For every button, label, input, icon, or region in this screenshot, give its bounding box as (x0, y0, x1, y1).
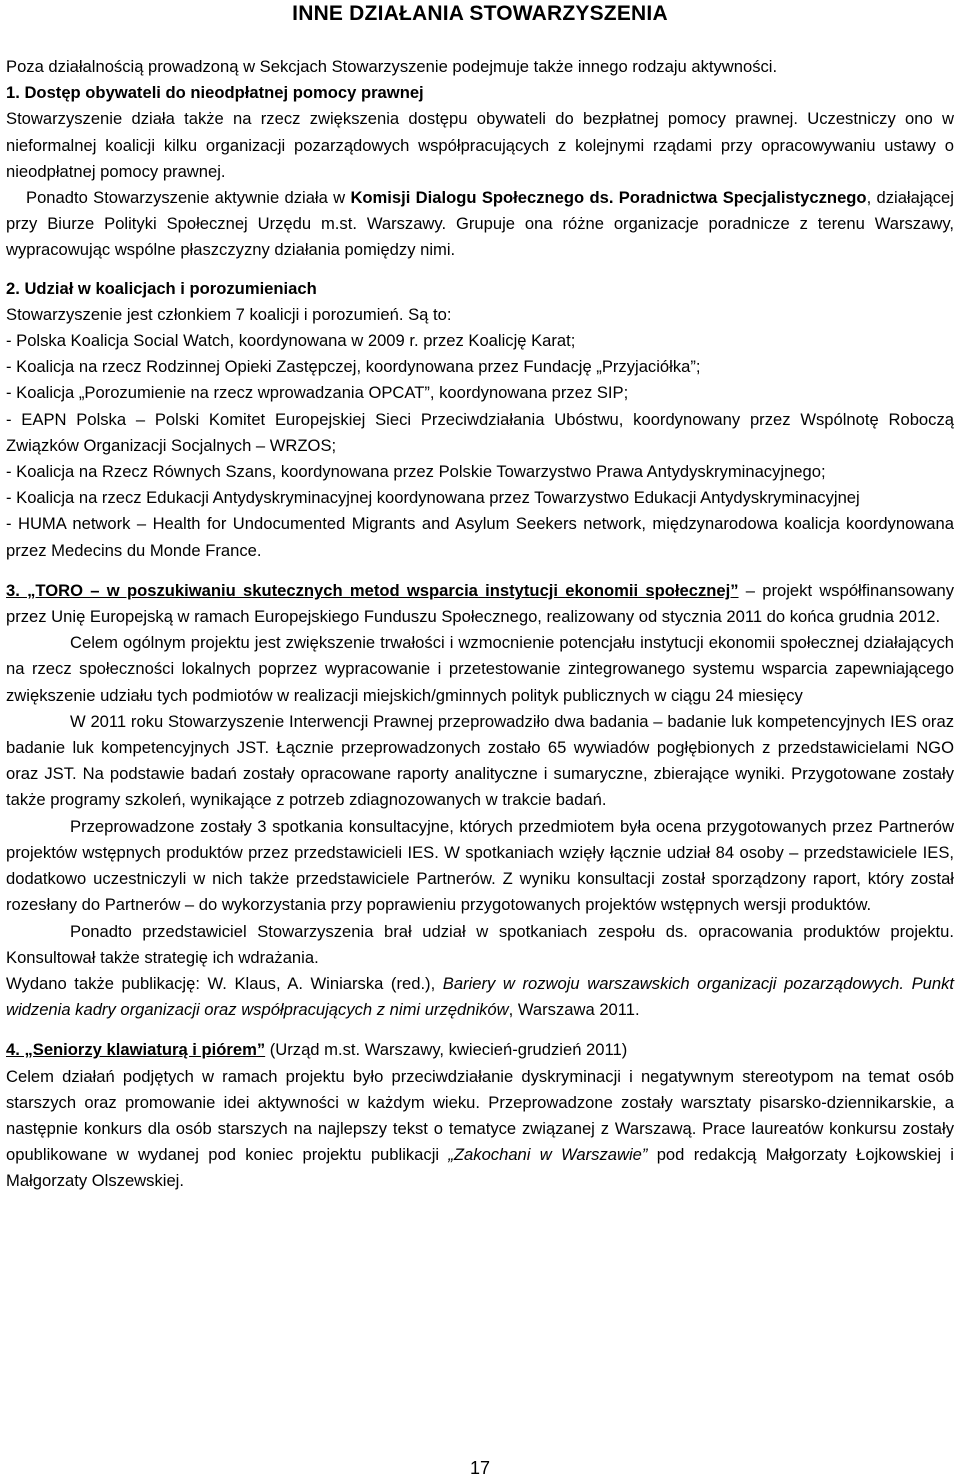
publication-title-seniors: „Zakochani w Warszawie” (448, 1145, 648, 1165)
publication-place-year: , Warszawa 2011. (508, 1000, 640, 1020)
commission-name: Komisji Dialogu Społecznego ds. Poradnictwa Specjalistycznego (350, 188, 867, 208)
coalition-item: - EAPN Polska – Polski Komitet Europejskiej Sieci Przeciwdziałania Ubóstwu, koordynowany przez Wspólnotę Roboczą Związków Organizacji Socjalnych – WRZOS; (6, 409, 954, 455)
section-3-title-rest: – projekt współfinansowany przez Unię Europejską w ramach Europejskiego Funduszu Społecznego, realizowany od stycznia 2011 do końca grudnia 2012. (6, 580, 954, 627)
section-3-heading (6, 578, 954, 630)
coalition-item: - HUMA network – Health for Undocumented Migrants and Asylum Seekers network, międzynarodowa koalicja koordynowana przez Medecins du Monde France. (6, 514, 954, 560)
section-4-title-rest: (Urząd m.st. Warszawy, kwiecień-grudzień 2011) (265, 1040, 628, 1060)
section-3-title: 3. „TORO – w poszukiwaniu skutecznych metod wsparcia instytucji ekonomii społecznej” (6, 580, 739, 600)
section-3-paragraph-4: Ponadto przedstawiciel Stowarzyszenia brał udział w spotkaniach zespołu ds. opracowania produktów projektu. Konsultował także strategię ich wdrażania. (6, 921, 954, 967)
page-title: INNE DZIAŁANIA STOWARZYSZENIA (292, 2, 668, 25)
section-1-p2-text-c: , działającej przy Biurze Polityki Społecznej Urzędu m.st. Warszawy. Grupuje ona różne organizacje poradnicze z terenu Warszawy, wypracowując wspólne płaszczyzny działania pomiędzy nimi. (6, 188, 954, 260)
section-1-p2-text-a: Ponadto Stowarzyszenie aktywnie działa w (26, 188, 351, 208)
page-number: 17 (469, 1458, 491, 1478)
section-1-paragraph-1: Stowarzyszenie działa także na rzecz zwiększenia dostępu obywateli do bezpłatnej pomocy prawnej. Uczestniczy ono w nieformalnej koalicji kilku organizacji pozarządowych współpracujących z kolejnymi rządami przy opracowywaniu ustawy o nieodpłatnej pomocy prawnej. (6, 109, 954, 181)
section-3-paragraph-2: W 2011 roku Stowarzyszenie Interwencji Prawnej przeprowadziło dwa badania – badanie luk kompetencyjnych IES oraz badanie luk kompetencyjnych JST. Łącznie przeprowadzonych zostało 65 wywiadów pogłębionych z przedstawicielami NGO oraz JST. Na podstawie badań zostały opracowane raporty analityczne i sumaryczne, zbierające wyniki. Przygotowane zostały także programy szkoleń, wynikające z potrzeb zdiagnozowanych w trakcie badań. (6, 711, 954, 810)
coalition-item: - Koalicja na rzecz Rodzinnej Opieki Zastępczej, koordynowana przez Fundację „Przyjaciółka”; (6, 357, 701, 377)
section-3-paragraph-3: Przeprowadzone zostały 3 spotkania konsultacyjne, których przedmiotem była ocena przygotowanych przez Partnerów projektów wstępnych produktów przez przedstawicieli IES. W spotkaniach wzięły łącznie udział 84 osoby – przedstawiciele IES, dodatkowo uczestniczyli w nich także przedstawiciele Partnerów. Z wyniku konsultacji został sporządzony raport, który został rozesłany do Partnerów – do wykorzystania przy poprawieniu przygotowanych projektów wstępnych wersji produktów. (6, 816, 954, 915)
coalition-item: - Koalicja na rzecz Edukacji Antydyskryminacyjnej koordynowana przez Towarzystwo Edukacji Antydyskryminacyjnej (6, 488, 860, 508)
section-4-paragraph (6, 1064, 954, 1195)
coalition-item: - Koalicja „Porozumienie na rzecz wprowadzania OPCAT”, koordynowana przez SIP; (6, 383, 629, 403)
section-1-heading: 1. Dostęp obywateli do nieodpłatnej pomocy prawnej (6, 83, 424, 103)
section-4-text-a: Celem działań podjętych w ramach projektu było przeciwdziałanie dyskryminacji i negatywnym stereotypom na temat osób starszych oraz promowanie idei aktywności w każdym wieku. Przeprowadzone zostały warsztaty pisarsko-dziennikarskie, a następnie konkurs dla osób starszych na najlepszy tekst o tematyce związanej z Warszawą. Prace laureatów konkursu zostały opublikowane w wydanej pod koniec projektu publikacji (6, 1066, 954, 1165)
publication-note (6, 971, 954, 1023)
section-4-heading (6, 1037, 954, 1063)
section-4-text-c: pod redakcją Małgorzaty Łojkowskiej i Małgorzaty Olszewskiej. (6, 1145, 954, 1191)
publication-title: Bariery w rozwoju warszawskich organizacji pozarządowych. Punkt widzenia kadry organizacji oraz współpracujących z nimi urzędników (6, 973, 954, 1020)
section-4-title: 4. „Seniorzy klawiaturą i piórem” (6, 1040, 266, 1060)
section-2-heading: 2. Udział w koalicjach i porozumieniach (6, 278, 317, 298)
publication-intro: Wydano także publikację: W. Klaus, A. Winiarska (red.), (6, 973, 443, 993)
section-2-intro: Stowarzyszenie jest członkiem 7 koalicji i porozumień. Są to: (6, 304, 452, 324)
section-1-paragraph-2 (6, 185, 954, 264)
intro-paragraph: Poza działalnością prowadzoną w Sekcjach Stowarzyszenie podejmuje także innego rodzaju aktywności. (6, 57, 778, 76)
coalition-item: - Polska Koalicja Social Watch, koordynowana w 2009 r. przez Koalicję Karat; (6, 331, 576, 351)
coalition-item: - Koalicja na Rzecz Równych Szans, koordynowana przez Polskie Towarzystwo Prawa Antydyskryminacyjnego; (6, 462, 826, 482)
section-3-paragraph-1: Celem ogólnym projektu jest zwiększenie trwałości i wzmocnienie potencjału instytucji ekonomii społecznej działających na rzecz społeczności lokalnych poprzez wypracowanie i przetestowanie zintegrowanego systemu wsparcia zapewniającego zwiększenie udziału tych podmiotów w realizacji miejskich/gminnych polityk publicznych w ciągu 24 miesięcy (6, 633, 954, 705)
